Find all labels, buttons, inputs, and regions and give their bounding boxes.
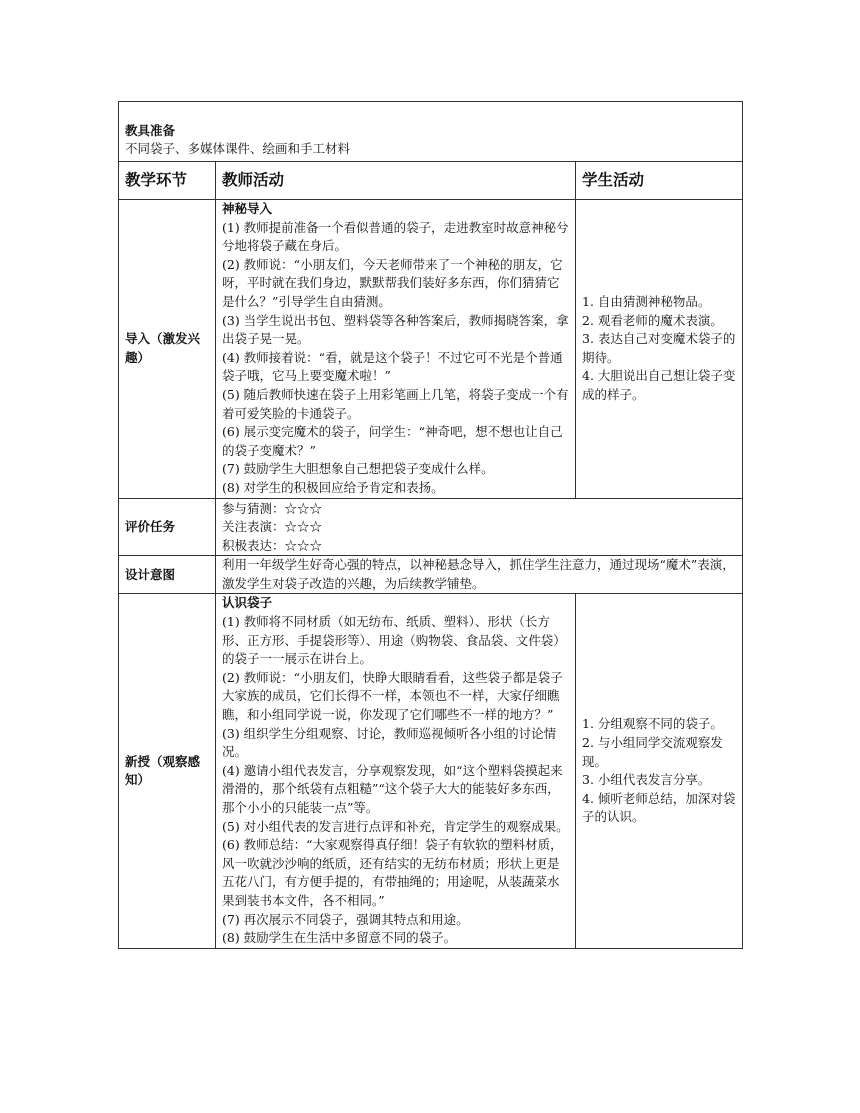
- new-lesson-teacher-line: (2) 教师说：“小朋友们，快睁大眼睛看看，这些袋子都是袋子大家族的成员，它们长得不一样，本领也不一样，大家仔细瞧瞧，和小组同学说一说，你发现了它们哪些不一样的地方？”: [222, 669, 563, 723]
- intro-teacher-line: (8) 对学生的积极回应给予肯定和表扬。: [222, 479, 444, 495]
- new-lesson-student-line: 3. 小组代表发言分享。: [582, 772, 711, 788]
- new-lesson-student-activities: [576, 594, 743, 948]
- intro-student-line: 2. 观看老师的魔术表演。: [582, 312, 723, 328]
- intro-student-line: 3. 表达自己对变魔术袋子的期待。: [582, 331, 736, 365]
- evaluation-content: [216, 498, 743, 556]
- new-lesson-student-line: 1. 分组观察不同的袋子。: [582, 716, 723, 732]
- new-lesson-subtitle: 认识袋子: [222, 595, 273, 611]
- materials-title: 教具准备: [125, 122, 176, 138]
- intro-teacher-line: (5) 随后教师快速在袋子上用彩笔画上几笔，将袋子变成一个有着可爱笑脸的卡通袋子。: [222, 386, 569, 421]
- new-lesson-student-line: 4. 倾听老师总结，加深对袋子的认识。: [582, 790, 736, 825]
- new-lesson-teacher-line: (1) 教师将不同材质（如无纺布、纸质、塑料）、形状（长方形、正方形、手提袋形等）、用途（购物袋、食品袋、文件袋）的袋子一一展示在讲台上。: [222, 614, 566, 667]
- new-lesson-teacher-activities: [216, 594, 576, 948]
- new-lesson-stage: 新授（观察感知）: [119, 594, 216, 948]
- header-stage: 教学环节: [119, 162, 216, 200]
- intro-student-line: 1. 自由猜测神秘物品。: [582, 293, 711, 309]
- design-row: [119, 556, 743, 594]
- intro-student-line: 4. 大胆说出自己想让袋子变成的样子。: [582, 368, 736, 402]
- materials-row: [119, 102, 743, 162]
- intro-subtitle: 神秘导入: [222, 201, 273, 216]
- intro-stage: 导入（激发兴趣）: [119, 200, 216, 499]
- intro-teacher-line: (7) 鼓励学生大胆想象自己想把袋子变成什么样。: [222, 461, 494, 477]
- new-lesson-teacher-line: (6) 教师总结：“大家观察得真仔细！袋子有软软的塑料材质，风一吹就沙沙响的纸质，还有结实的无纺布材质；形状上更是五花八门，有方便手提的，有带抽绳的；用途呢，从装蔬菜水果到装书本文件，各不相同。”: [222, 837, 563, 908]
- design-content: 利用一年级学生好奇心强的特点，以神秘悬念导入，抓住学生注意力，通过现场“魔术”表演，激发学生对袋子改造的兴趣，为后续教学铺垫。: [216, 556, 743, 594]
- intro-student-activities: [576, 200, 743, 499]
- evaluation-line: 关注表演：☆☆☆: [222, 519, 323, 535]
- materials-cell: [119, 102, 743, 162]
- new-lesson-teacher-line: (5) 对小组代表的发言进行点评和补充，肯定学生的观察成果。: [222, 818, 569, 834]
- intro-row: [119, 200, 743, 499]
- new-lesson-teacher-line: (7) 再次展示不同袋子，强调其特点和用途。: [222, 911, 469, 927]
- new-lesson-teacher-line: (3) 组织学生分组观察、讨论，教师巡视倾听各小组的讨论情况。: [222, 725, 557, 760]
- new-lesson-teacher-line: (8) 鼓励学生在生活中多留意不同的袋子。: [222, 930, 457, 946]
- intro-teacher-line: (1) 教师提前准备一个看似普通的袋子，走进教室时故意神秘兮兮地将袋子藏在身后。: [222, 219, 569, 254]
- evaluation-stage: 评价任务: [119, 498, 216, 556]
- new-lesson-teacher-line: (4) 邀请小组代表发言，分享观察发现，如“这个塑料袋摸起来滑滑的，那个纸袋有点粗糙”“这个袋子大大的能装好多东西，那个小小的只能装一点”等。: [222, 762, 563, 815]
- intro-teacher-line: (3) 当学生说出书包、塑料袋等各种答案后，教师揭晓答案，拿出袋子晃一晃。: [222, 312, 569, 347]
- header-student: 学生活动: [576, 162, 743, 200]
- intro-teacher-line: (2) 教师说：“小朋友们，今天老师带来了一个神秘的朋友，它呀，平时就在我们身边，默默帮我们装好多东西，你们猜猜它是什么？”引导学生自由猜测。: [222, 256, 563, 309]
- intro-teacher-line: (6) 展示变完魔术的袋子，问学生：“神奇吧，想不想也让自己的袋子变魔术？”: [222, 424, 563, 458]
- new-lesson-student-line: 2. 与小组同学交流观察发现。: [582, 734, 723, 769]
- intro-teacher-activities: [216, 200, 576, 499]
- intro-teacher-line: (4) 教师接着说：“看，就是这个袋子！不过它可不光是个普通袋子哦，它马上要变魔术啦！”: [222, 349, 563, 384]
- evaluation-line: 参与猜测：☆☆☆: [222, 500, 323, 516]
- evaluation-row: [119, 498, 743, 556]
- lesson-plan-table: [118, 101, 743, 949]
- evaluation-line: 积极表达：☆☆☆: [222, 537, 323, 553]
- header-teacher: 教师活动: [216, 162, 576, 200]
- header-row: [119, 162, 743, 200]
- new-lesson-row: [119, 594, 743, 948]
- materials-content: 不同袋子、多媒体课件、绘画和手工材料: [125, 141, 351, 157]
- design-stage: 设计意图: [119, 556, 216, 594]
